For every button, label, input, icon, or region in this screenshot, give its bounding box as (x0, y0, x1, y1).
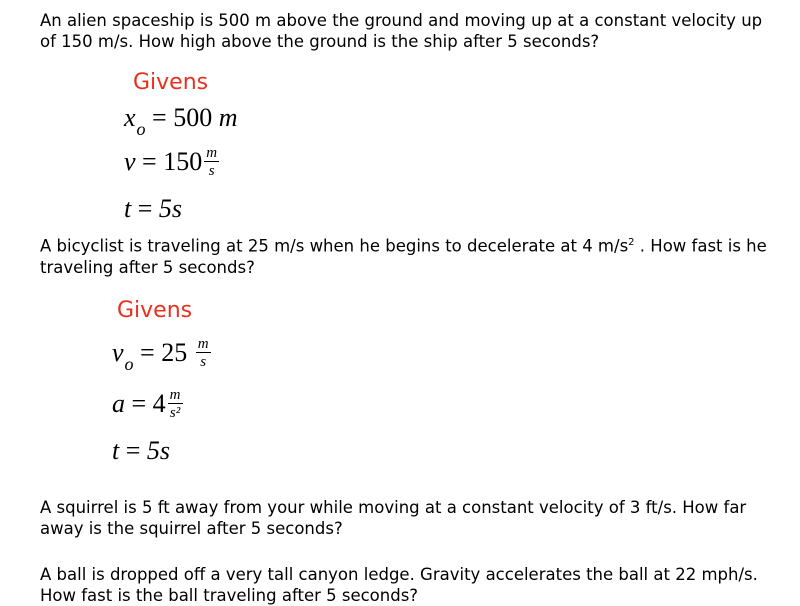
equals-sign: = (140, 338, 155, 367)
problem-4-text: A ball is dropped off a very tall canyon ledge. Gravity accelerates the ball at 22 mph/s. How fast is the ball traveling after 5 seconds? (40, 565, 758, 605)
given-t-equation-2 (112, 436, 170, 466)
unit-numerator: m (206, 144, 218, 161)
problem-2-text-pre: A bicyclist is traveling at 25 m/s when he begins to decelerate at 4 m/s (40, 236, 629, 256)
given-v-equation (124, 144, 219, 181)
given-a-equation (112, 386, 183, 423)
value: 500 (173, 103, 213, 132)
variable: v (112, 338, 124, 367)
givens-heading-2: Givens (117, 298, 193, 323)
variable: a (112, 389, 125, 418)
unit-fraction (204, 146, 219, 179)
givens-heading-1: Givens (133, 70, 209, 95)
equals-sign: = (131, 389, 147, 418)
unit-denominator: s² (169, 404, 181, 421)
superscript: 2 (628, 237, 635, 248)
value: 150 (163, 147, 203, 176)
equals-sign: = (152, 103, 167, 132)
equals-sign: = (137, 194, 153, 223)
unit-numerator: m (169, 386, 181, 403)
unit-numerator: m (197, 335, 209, 352)
unit-fraction (196, 337, 211, 370)
given-t-equation (124, 194, 182, 224)
given-x0-equation (124, 103, 238, 139)
value: 5s (158, 194, 183, 223)
equals-sign: = (142, 147, 157, 176)
equals-sign: = (125, 436, 141, 465)
problem-1-text: An alien spaceship is 500 m above the ground and moving up at a constant velocity up of 150 m/s. How high above the ground is the ship after 5 seconds? (40, 11, 763, 51)
problem-2-text (40, 232, 780, 278)
unit-fraction (168, 388, 183, 421)
unit: m (218, 103, 238, 132)
subscript: o (124, 354, 134, 374)
problem-2-text-post: . How fast is he traveling after 5 seconds? (40, 236, 767, 277)
variable: v (124, 147, 136, 176)
problem-3-text: A squirrel is 5 ft away from your while moving at a constant velocity of 3 ft/s. How far away is the squirrel after 5 seconds? (40, 498, 747, 538)
unit-denominator: s (208, 162, 215, 179)
given-v0-equation (112, 335, 211, 374)
value: 25 (161, 338, 188, 367)
subscript: o (136, 119, 146, 139)
unit-denominator: s (200, 353, 207, 370)
variable: t (124, 194, 132, 223)
variable: x (124, 103, 136, 132)
value: 5s (146, 436, 171, 465)
variable: t (112, 436, 120, 465)
value: 4 (152, 389, 166, 418)
